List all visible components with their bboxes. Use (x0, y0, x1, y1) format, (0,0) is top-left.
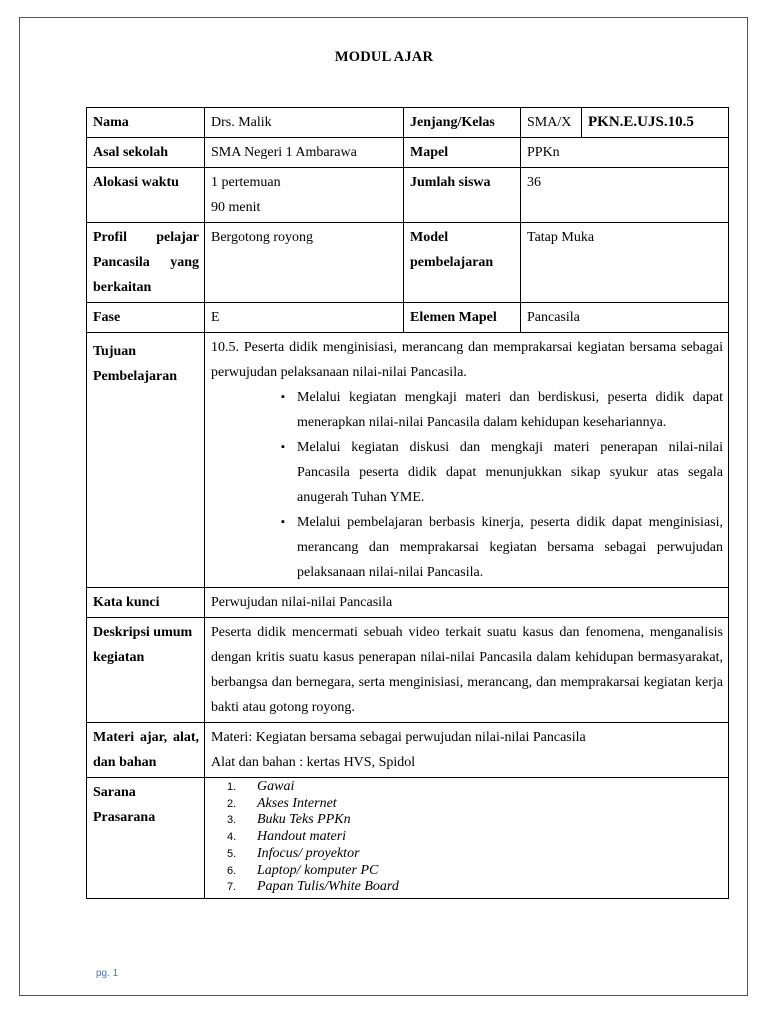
sarana-item-text: Akses Internet (257, 795, 337, 811)
jumlah-value: 36 (521, 168, 729, 223)
sarana-item-number: 5. (227, 847, 237, 860)
sarana-item (227, 795, 723, 813)
sarana-list (211, 779, 723, 896)
sarana-label: Sarana Prasarana (87, 778, 205, 899)
row-tujuan (87, 333, 729, 588)
row-nama (87, 108, 729, 138)
kata-kunci-label: Kata kunci (87, 588, 205, 618)
row-sekolah (87, 138, 729, 168)
sarana-item (227, 829, 723, 846)
sarana-item-number: 4. (227, 831, 237, 844)
nama-value: Drs. Malik (205, 108, 404, 138)
tujuan-list (211, 385, 723, 585)
sarana-value (205, 778, 729, 899)
row-fase (87, 303, 729, 333)
elemen-label: Elemen Mapel (404, 303, 521, 333)
row-materi (87, 723, 729, 778)
module-code: PKN.E.UJS.10.5 (582, 108, 729, 138)
row-deskripsi (87, 618, 729, 723)
sarana-item (227, 845, 723, 863)
tujuan-item: ▪ Melalui kegiatan mengkaji materi dan berdiskusi, peserta didik dapat menerapkan nilai-nilai Pancasila dalam kehidupan kesehariannya. (281, 385, 723, 435)
alokasi-pertemuan: 1 pertemuan (211, 175, 281, 190)
alokasi-value (205, 168, 404, 223)
sarana-item-text: Buku Teks PPKn (257, 812, 351, 828)
row-sarana (87, 778, 729, 899)
tujuan-item: ▪ Melalui pembelajaran berbasis kinerja, peserta didik dapat menginisiasi, merancang dan memprakarsai kegiatan bersama sebagai perwujudan pelaksanaan nilai-nilai Pancasila. (281, 510, 723, 585)
profil-label: Profil pelajar Pancasila yang berkaitan (87, 223, 205, 303)
deskripsi-value: Peserta didik mencermati sebuah video terkait suatu kasus dan fenomena, menganalisis dengan kritis suatu kasus penerapan nilai-nilai Pancasila dalam kehidupan bermasyarakat, berbangsa dan bernegara, serta menginisiasi, merancang, dan memprakarsai kegiatan kerja bakti atau gotong royong. (205, 618, 729, 723)
tujuan-item: ▪ Melalui kegiatan diskusi dan mengkaji materi penerapan nilai-nilai Pancasila peserta didik dapat menunjukkan sikap syukur atas segala anugerah Tuhan YME. (281, 435, 723, 510)
document-title: MODUL AJAR (334, 49, 434, 65)
sarana-item (227, 862, 723, 880)
nama-label: Nama (87, 108, 205, 138)
sarana-item-text: Handout materi (257, 829, 347, 845)
sarana-item-number: 3. (227, 814, 237, 827)
sarana-item-text: Gawai (257, 779, 295, 794)
profil-value: Bergotong royong (205, 223, 404, 303)
mapel-label: Mapel (404, 138, 521, 168)
alokasi-label: Alokasi waktu (87, 168, 205, 223)
sarana-item-text: Infocus/ proyektor (257, 845, 360, 861)
alat-bahan-line: Alat dan bahan : kertas HVS, Spidol (211, 755, 416, 770)
row-alokasi (87, 168, 729, 223)
materi-label: Materi ajar, alat, dan bahan (87, 723, 205, 778)
sarana-item-number: 7. (227, 881, 237, 894)
fase-value: E (205, 303, 404, 333)
sarana-item (227, 812, 723, 829)
elemen-value: Pancasila (521, 303, 729, 333)
kata-kunci-value: Perwujudan nilai-nilai Pancasila (205, 588, 729, 618)
jenjang-label: Jenjang/Kelas (404, 108, 521, 138)
tujuan-content (205, 333, 729, 588)
alokasi-menit: 90 menit (211, 200, 261, 215)
materi-line: Materi: Kegiatan bersama sebagai perwujudan nilai-nilai Pancasila (211, 730, 586, 745)
jenjang-value: SMA/X (521, 108, 582, 138)
jumlah-label: Jumlah siswa (404, 168, 521, 223)
modul-table (86, 107, 729, 899)
sekolah-value: SMA Negeri 1 Ambarawa (205, 138, 404, 168)
sarana-item-text: Laptop/ komputer PC (257, 862, 379, 878)
sarana-item (227, 879, 723, 896)
materi-value (205, 723, 729, 778)
sarana-item-text: Papan Tulis/White Board (257, 879, 399, 895)
mapel-value: PPKn (521, 138, 729, 168)
sarana-item (227, 779, 723, 796)
sarana-item-number: 1. (227, 781, 237, 793)
row-profil (87, 223, 729, 303)
model-label: Model pembelajaran (404, 223, 521, 303)
tujuan-label: Tujuan Pembelajaran (87, 333, 205, 588)
tujuan-intro: 10.5. Peserta didik menginisiasi, merancang dan memprakarsai kegiatan bersama sebagai perwujudan pelaksanaan nilai-nilai Pancasila. (211, 340, 723, 380)
model-value: Tatap Muka (521, 223, 729, 303)
deskripsi-label: Deskripsi umum kegiatan (87, 618, 205, 723)
sekolah-label: Asal sekolah (87, 138, 205, 168)
page-number: pg. 1 (96, 968, 119, 979)
fase-label: Fase (87, 303, 205, 333)
sarana-item-number: 2. (227, 797, 237, 810)
sarana-item-number: 6. (227, 864, 237, 877)
row-kata-kunci (87, 588, 729, 618)
